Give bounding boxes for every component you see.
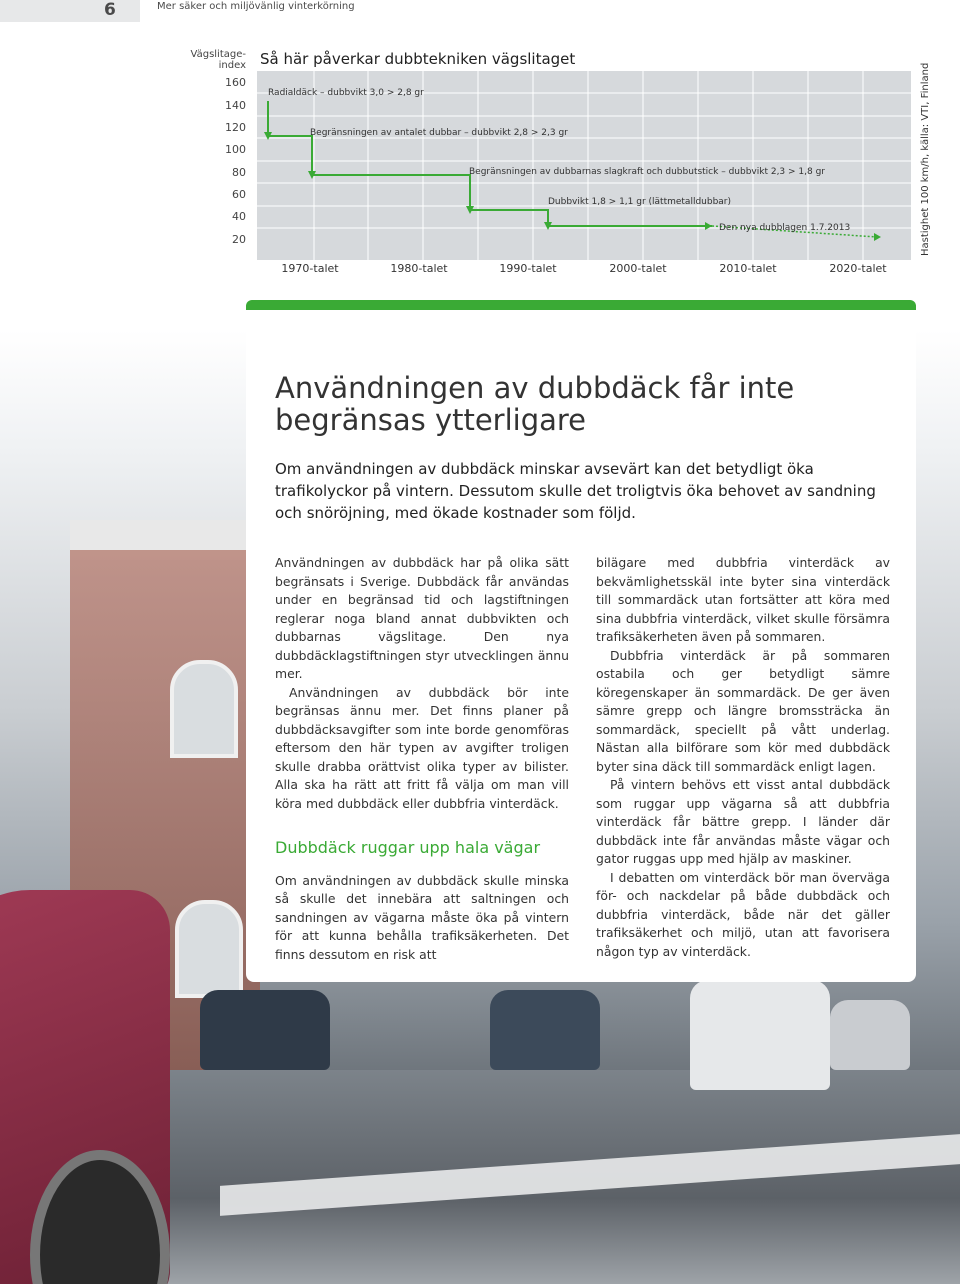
paragraph: Användningen av dubbdäck har på olika sätt begränsats i Sverige. Dubbdäck får användas under en begränsad tid och lagstiftningen reglerar noga bland annat dubbvikten och dubbarnas vägslitage. Den nya dubbdäcklagstiftningen styr utvecklingen ännu mer. [275,555,569,681]
x-tick-1970: 1970-talet [281,262,339,275]
x-tick-1990: 1990-talet [499,262,557,275]
paragraph: Om användningen av dubbdäck skulle minska så skulle det innebära att saltningen och sandningen av vägarna måste öka på vintern för att kunna behålla trafiksäkerheten. Det finns dessutom en risk att [275,872,569,962]
y-tick-120: 120 [225,121,246,134]
chart-plot-area [257,71,911,260]
y-tick-160: 160 [225,76,246,89]
article-column-left [275,554,569,964]
silver-car [830,1000,910,1070]
x-tick-2010: 2010-talet [719,262,777,275]
article-lead: Om användningen av dubbdäck minskar avsevärt kan det betydligt öka trafikolyckor på vintern. Dessutom skulle det troligtvis öka behovet av sandning och snöröjning, med ökade kostnader som följd. [275,460,876,522]
chart-arrowhead [874,233,881,241]
article-subheading: Dubbdäck ruggar upp hala vägar [275,838,541,857]
dark-car [200,990,330,1070]
page-number-box [0,0,140,22]
x-tick-2000: 2000-talet [609,262,667,275]
arched-window [175,900,243,998]
y-tick-60: 60 [232,188,246,201]
chart-arrowhead [705,222,712,230]
paragraph: Användningen av dubbdäck bör inte begränsas ännu mer. Det finns planer på dubbdäcksavgifter som inte borde genomföras eftersom den här typen av avgifter troligen skulle drabba orättvist olika typer av bilister. Alla ska ha rätt att fritt få välja om man vill köra med dubbdäck eller dubbfria vinterdäck. [275,684,569,811]
y-tick-40: 40 [232,210,246,223]
y-axis-title: Vägslitage-index [190,49,246,71]
paragraph: Dubbfria vinterdäck är på sommaren ostabila och ger betydligt sämre köregenskaper än sommardäck. De ger även sämre grepp och längre bromssträcka än sommardäck, speciellt på vått underlag. Nästan alla bilförare som kör med dubbdäck byter sina däck till sommardäck enligt lagen. [596,647,890,774]
chart-title: Så här påverkar dubbtekniken vägslitaget [260,50,576,68]
paragraph: bilägare med dubbfria vinterdäck av bekvämlighetsskäl inte byter sina vinterdäck till sommardäck utan fortsätter att köra med sina dubbfria vinterdäck, vilket skulle försämra trafiksäkerheten även på sommaren. [596,555,890,644]
y-tick-140: 140 [225,99,246,112]
article-column-right [596,554,890,961]
y-tick-80: 80 [232,166,246,179]
y-tick-100: 100 [225,143,246,156]
x-tick-1980: 1980-talet [390,262,448,275]
white-car [690,980,830,1090]
article-card-accent [246,300,916,310]
running-head: Mer säker och miljövänlig vinterkörning [157,1,355,12]
step-label-4: Dubbvikt 1,8 > 1,1 gr (lättmetalldubbar) [548,197,732,207]
step-label-1: Radialdäck – dubbvikt 3,0 > 2,8 gr [268,88,424,98]
step-label-2: Begränsningen av antalet dubbar – dubbvikt 2,8 > 2,3 gr [310,128,568,138]
page-number: 6 [104,0,116,20]
step-label-3: Begränsningen av dubbarnas slagkraft och dubbutstick – dubbvikt 2,3 > 1,8 gr [469,167,826,177]
y-tick-20: 20 [232,233,246,246]
chart-source-note: Hastighet 100 km/h, källa: VTI, Finland [920,62,931,256]
paragraph: På vintern behövs ett visst antal dubbdäck som ruggar upp vägarna så att dubbfria vinterdäck får bättre grepp. I länder där dubbdäck inte får användas måste vägar och gator ruggas upp med hjälp av maskiner. [596,777,890,866]
article-headline: Användningen av dubbdäck får inte begränsas ytterligare [275,371,795,437]
arched-window [170,660,238,758]
step-label-5: Den nya dubblagen 1.7.2013 [719,223,851,233]
dark-car [490,990,600,1070]
chart-step-line [268,101,712,226]
paragraph: I debatten om vinterdäck bör man överväga för- och nackdelar på både dubbdäck och dubbfria vinterdäck, både när det gäller trafiksäkerhet och miljö, utan att favorisera någon typ av vinterdäck. [596,869,890,959]
x-tick-2020: 2020-talet [829,262,887,275]
